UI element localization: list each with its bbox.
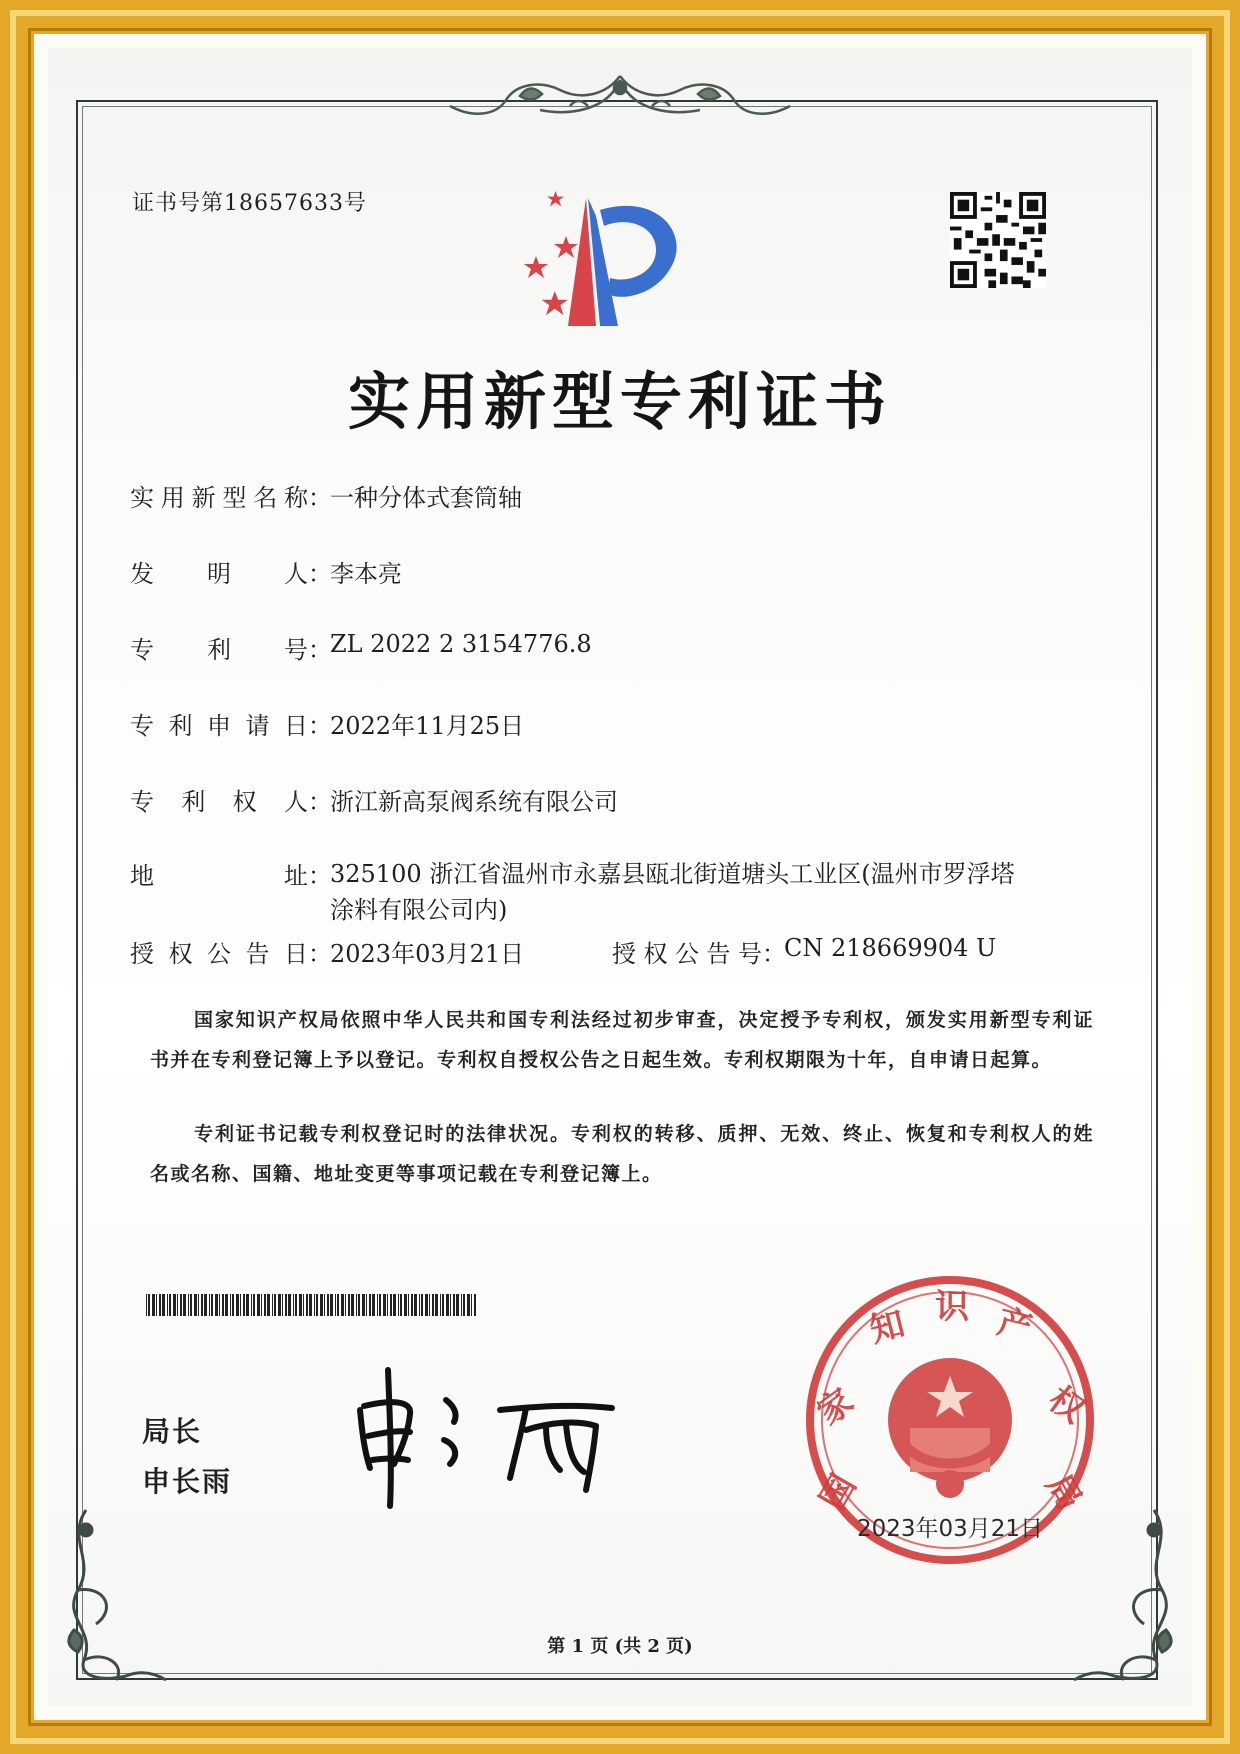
barcode-bar bbox=[411, 1294, 413, 1316]
barcode-bar bbox=[288, 1294, 291, 1316]
field-value: 325100 浙江省温州市永嘉县瓯北街道塘头工业区(温州市罗浮塔涂料有限公司内) bbox=[330, 860, 1015, 924]
barcode-bar bbox=[219, 1294, 220, 1316]
barcode-bar bbox=[240, 1294, 241, 1316]
barcode-bar bbox=[156, 1294, 157, 1316]
barcode-bar bbox=[435, 1294, 438, 1316]
barcode-bar bbox=[369, 1294, 371, 1316]
barcode bbox=[146, 1294, 478, 1316]
barcode-bar bbox=[148, 1294, 150, 1316]
barcode-bar bbox=[463, 1294, 465, 1316]
field-colon: ： bbox=[308, 862, 332, 890]
barcode-bar bbox=[348, 1294, 350, 1316]
barcode-bar bbox=[450, 1294, 451, 1316]
barcode-bar bbox=[253, 1294, 255, 1316]
field-value: ZL 2022 2 3154776.8 bbox=[330, 630, 592, 658]
barcode-bar bbox=[303, 1294, 304, 1316]
barcode-bar bbox=[366, 1294, 367, 1316]
barcode-bar bbox=[159, 1294, 161, 1316]
barcode-bar bbox=[198, 1294, 199, 1316]
field-label: 实用新型名称 bbox=[130, 484, 308, 512]
barcode-bar bbox=[456, 1294, 459, 1316]
barcode-bar bbox=[393, 1294, 396, 1316]
field-colon: ： bbox=[308, 484, 332, 512]
field-label: 授权公告号 bbox=[612, 940, 762, 968]
field-label: 专利申请日 bbox=[130, 712, 308, 740]
certificate-number: 证书号第18657633号 bbox=[132, 191, 367, 216]
field-value: 李本亮 bbox=[330, 560, 402, 588]
barcode-bar bbox=[324, 1294, 325, 1316]
field-value: 一种分体式套筒轴 bbox=[330, 484, 522, 512]
field-utility-model-name bbox=[130, 478, 522, 513]
barcode-bar bbox=[309, 1294, 312, 1316]
barcode-bar bbox=[274, 1294, 276, 1316]
legal-paragraph-2: 专利证书记载专利权登记时的法律状况。专利权的转移、质押、无效、终止、恢复和专利权人的姓名或名称、国籍、地址变更等事项记载在专利登记簿上。 bbox=[150, 1123, 1094, 1185]
barcode-bar bbox=[232, 1294, 234, 1316]
barcode-bar bbox=[398, 1294, 399, 1316]
field-colon: ： bbox=[762, 940, 786, 968]
barcode-bar bbox=[204, 1294, 207, 1316]
barcode-bar bbox=[471, 1294, 472, 1316]
field-label: 地址 bbox=[130, 862, 308, 890]
barcode-bar bbox=[337, 1294, 339, 1316]
field-colon: ： bbox=[308, 940, 332, 968]
field-value: 浙江新高泵阀系统有限公司 bbox=[330, 788, 618, 816]
barcode-bar bbox=[314, 1294, 315, 1316]
barcode-bar bbox=[261, 1294, 262, 1316]
barcode-bar bbox=[440, 1294, 441, 1316]
barcode-bar bbox=[295, 1294, 297, 1316]
svg-text:家: 家 bbox=[810, 1380, 862, 1434]
field-grant-number bbox=[612, 934, 996, 969]
barcode-bar bbox=[243, 1294, 245, 1316]
barcode-bar bbox=[257, 1294, 260, 1316]
barcode-bar bbox=[299, 1294, 302, 1316]
barcode-bar bbox=[345, 1294, 346, 1316]
barcode-bar bbox=[169, 1294, 171, 1316]
barcode-bar bbox=[390, 1294, 392, 1316]
svg-text:国: 国 bbox=[812, 1467, 865, 1518]
field-address bbox=[130, 856, 1030, 928]
field-patent-number bbox=[130, 630, 592, 665]
barcode-bar bbox=[215, 1294, 218, 1316]
barcode-bar bbox=[400, 1294, 402, 1316]
barcode-bar bbox=[162, 1294, 165, 1316]
svg-text:知: 知 bbox=[866, 1303, 909, 1351]
field-label: 专利权人 bbox=[130, 788, 308, 816]
barcode-bar bbox=[335, 1294, 336, 1316]
field-filing-date bbox=[130, 706, 524, 741]
barcode-bar bbox=[330, 1294, 333, 1316]
barcode-bar bbox=[188, 1294, 189, 1316]
field-value: 2022年11月25日 bbox=[330, 712, 525, 740]
qr-code bbox=[950, 192, 1046, 288]
barcode-bar bbox=[282, 1294, 283, 1316]
barcode-bar bbox=[383, 1294, 386, 1316]
field-colon: ： bbox=[308, 560, 332, 588]
barcode-bar bbox=[190, 1294, 192, 1316]
barcode-bar bbox=[201, 1294, 203, 1316]
barcode-bar bbox=[453, 1294, 455, 1316]
barcode-bar bbox=[341, 1294, 344, 1316]
barcode-bar bbox=[146, 1294, 147, 1316]
barcode-bar bbox=[264, 1294, 266, 1316]
barcode-bar bbox=[372, 1294, 375, 1316]
barcode-bar bbox=[351, 1294, 354, 1316]
barcode-bar bbox=[293, 1294, 294, 1316]
field-label: 专利号 bbox=[130, 636, 308, 664]
barcode-bar bbox=[379, 1294, 381, 1316]
barcode-bar bbox=[211, 1294, 213, 1316]
barcode-bar bbox=[167, 1294, 168, 1316]
barcode-bar bbox=[404, 1294, 407, 1316]
field-label: 授权公告日 bbox=[130, 940, 308, 968]
page-indicator: 第 1 页 (共 2 页) bbox=[547, 1636, 693, 1657]
barcode-bar bbox=[246, 1294, 249, 1316]
barcode-bar bbox=[225, 1294, 228, 1316]
barcode-bar bbox=[183, 1294, 186, 1316]
barcode-bar bbox=[387, 1294, 388, 1316]
barcode-bar bbox=[306, 1294, 308, 1316]
field-inventor bbox=[130, 554, 402, 589]
barcode-bar bbox=[152, 1294, 155, 1316]
barcode-bar bbox=[272, 1294, 273, 1316]
barcode-bar bbox=[421, 1294, 423, 1316]
barcode-bar bbox=[419, 1294, 420, 1316]
barcode-bar bbox=[425, 1294, 428, 1316]
barcode-bar bbox=[467, 1294, 470, 1316]
barcode-bar bbox=[474, 1294, 476, 1316]
barcode-bar bbox=[278, 1294, 281, 1316]
field-colon: ： bbox=[308, 636, 332, 664]
barcode-bar bbox=[180, 1294, 182, 1316]
barcode-bar bbox=[432, 1294, 434, 1316]
barcode-bar bbox=[414, 1294, 417, 1316]
barcode-bar bbox=[177, 1294, 178, 1316]
barcode-bar bbox=[267, 1294, 270, 1316]
director-title: 局长 bbox=[142, 1415, 203, 1448]
barcode-bar bbox=[320, 1294, 323, 1316]
barcode-bar bbox=[327, 1294, 329, 1316]
cnipa-logo bbox=[518, 186, 708, 336]
barcode-bar bbox=[362, 1294, 365, 1316]
barcode-bar bbox=[442, 1294, 444, 1316]
svg-text:权: 权 bbox=[1040, 1378, 1092, 1432]
legal-paragraph-1: 国家知识产权局依照中华人民共和国专利法经过初步审查，决定授予专利权，颁发实用新型专利证书并在专利登记簿上予以登记。专利权自授权公告之日起生效。专利权期限为十年，自申请日起算。 bbox=[150, 1009, 1094, 1071]
barcode-bar bbox=[251, 1294, 252, 1316]
barcode-bar bbox=[446, 1294, 449, 1316]
barcode-bar bbox=[230, 1294, 231, 1316]
certificate-title: 实用新型专利证书 bbox=[347, 365, 892, 438]
director-signature bbox=[350, 1360, 640, 1510]
field-patentee bbox=[130, 782, 618, 817]
field-colon: ： bbox=[308, 788, 332, 816]
field-label: 发明人 bbox=[130, 560, 308, 588]
barcode-bar bbox=[173, 1294, 176, 1316]
barcode-bar bbox=[236, 1294, 239, 1316]
barcode-bar bbox=[316, 1294, 318, 1316]
barcode-bar bbox=[377, 1294, 378, 1316]
barcode-bar bbox=[209, 1294, 210, 1316]
barcode-bar bbox=[285, 1294, 287, 1316]
barcode-bar bbox=[194, 1294, 197, 1316]
field-grant-date bbox=[130, 934, 524, 969]
svg-text:局: 局 bbox=[1037, 1467, 1090, 1518]
barcode-bar bbox=[356, 1294, 357, 1316]
svg-text:识: 识 bbox=[935, 1287, 969, 1327]
barcode-bar bbox=[461, 1294, 462, 1316]
top-ornament bbox=[420, 66, 820, 130]
seal-date: 2023年03月21日 bbox=[856, 1516, 1044, 1542]
director-name: 申长雨 bbox=[142, 1465, 233, 1498]
bottom-left-ornament bbox=[56, 1500, 186, 1690]
field-value: 2023年03月21日 bbox=[330, 940, 525, 968]
barcode-bar bbox=[358, 1294, 360, 1316]
field-value: CN 218669904 U bbox=[784, 934, 997, 962]
field-colon: ： bbox=[308, 712, 332, 740]
barcode-bar bbox=[408, 1294, 409, 1316]
svg-text:产: 产 bbox=[993, 1301, 1036, 1349]
barcode-bar bbox=[429, 1294, 430, 1316]
barcode-bar bbox=[222, 1294, 224, 1316]
